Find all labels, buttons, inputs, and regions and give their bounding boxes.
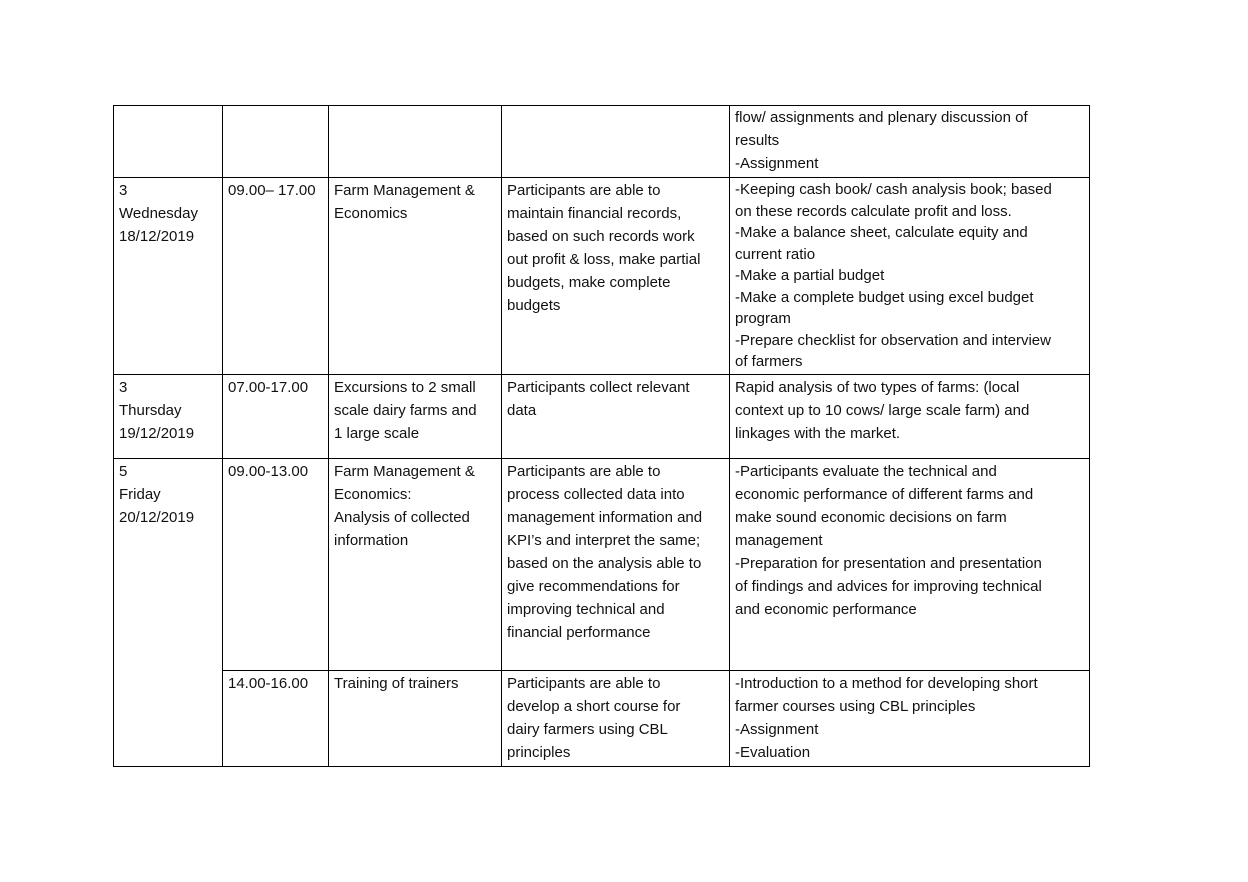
activity-line: of farmers [735, 353, 803, 370]
date: 18/12/2019 [119, 228, 195, 245]
table-row [114, 375, 1090, 459]
objective-line: Participants collect relevant [507, 379, 690, 396]
activity-line: program [735, 310, 791, 327]
schedule-table [113, 105, 1090, 767]
topic-cell [329, 178, 502, 375]
activities-cell [730, 671, 1090, 767]
activities-cell [730, 375, 1090, 459]
topic-line: Excursions to 2 small [334, 379, 476, 396]
activity-line: on these records calculate profit and loss. [735, 202, 1012, 220]
objective-line: give recommendations for [507, 578, 680, 595]
table-row [114, 106, 1090, 178]
activity-line: Rapid analysis of two types of farms: (local [735, 379, 1020, 396]
objectives-cell [502, 459, 730, 671]
day-number: 5 [119, 463, 128, 480]
topic-line: Economics [334, 205, 408, 222]
activities-cell [730, 178, 1090, 375]
objective-line: budgets [507, 297, 561, 314]
time-cell [223, 106, 329, 178]
objective-line: improving technical and [507, 601, 665, 618]
activity-line: -Participants evaluate the technical and [735, 463, 997, 480]
day-cell [114, 459, 223, 767]
objective-line: Participants are able to [507, 182, 661, 199]
objective-line: based on such records work [507, 228, 695, 245]
table-row [114, 178, 1090, 375]
objective-line: maintain financial records, [507, 205, 682, 222]
day-cell [114, 375, 223, 459]
activity-line: -Evaluation [735, 744, 811, 761]
activity-line: -Keeping cash book/ cash analysis book; based [735, 181, 1052, 198]
topic-line: information [334, 532, 409, 549]
objective-line: develop a short course for [507, 698, 681, 715]
activity-line: -Make a complete budget using excel budget [735, 288, 1034, 306]
activity-line: -Assignment [735, 721, 819, 738]
activities-cell [730, 106, 1090, 178]
objective-line: management information and [507, 509, 703, 526]
activity-line: -Prepare checklist for observation and interview [735, 331, 1051, 349]
day-number: 3 [119, 182, 128, 199]
activity-line: -Assignment [735, 155, 819, 172]
objective-line: process collected data into [507, 486, 685, 503]
objective-line: Participants are able to [507, 675, 661, 692]
topic-line: Economics: [334, 486, 412, 503]
activities-cell [730, 459, 1090, 671]
activity-line: results [735, 132, 780, 149]
topic-cell [329, 459, 502, 671]
activity-line: flow/ assignments and plenary discussion of [735, 109, 1028, 126]
activity-line: linkages with the market. [735, 425, 901, 442]
topic-line: Farm Management & [334, 463, 475, 480]
objective-line: KPI’s and interpret the same; [507, 532, 701, 549]
activity-line: current ratio [735, 245, 816, 263]
objectives-cell [502, 106, 730, 178]
time-cell: 09.00-13.00 [223, 459, 329, 671]
weekday: Thursday [119, 402, 182, 419]
weekday: Friday [119, 486, 161, 503]
activity-line: economic performance of different farms and [735, 486, 1034, 503]
activity-line: management [735, 532, 823, 549]
topic-cell [329, 671, 502, 767]
objective-line: dairy farmers using CBL [507, 721, 668, 738]
time-cell: 14.00-16.00 [223, 671, 329, 767]
topic-line: Farm Management & [334, 182, 475, 199]
weekday: Wednesday [119, 205, 198, 222]
time-cell: 09.00– 17.00 [223, 178, 329, 375]
objective-line: budgets, make complete [507, 274, 671, 291]
topic-line: scale dairy farms and [334, 402, 477, 419]
objectives-cell [502, 375, 730, 459]
objectives-cell [502, 671, 730, 767]
topic-cell [329, 375, 502, 459]
objective-line: out profit & loss, make partial [507, 251, 701, 268]
activity-line: -Preparation for presentation and presentation [735, 555, 1042, 572]
objective-line: principles [507, 744, 571, 761]
objectives-cell [502, 178, 730, 375]
activity-line: context up to 10 cows/ large scale farm) and [735, 402, 1030, 419]
activity-line: -Introduction to a method for developing short [735, 675, 1038, 692]
activity-line: -Make a partial budget [735, 267, 885, 284]
objective-line: based on the analysis able to [507, 555, 702, 572]
date: 19/12/2019 [119, 425, 195, 442]
activity-line: make sound economic decisions on farm [735, 509, 1007, 526]
topic-line: Training of trainers [334, 675, 459, 692]
time-cell: 07.00-17.00 [223, 375, 329, 459]
topic-line: 1 large scale [334, 425, 420, 442]
activity-line: farmer courses using CBL principles [735, 698, 976, 715]
table-row [114, 671, 1090, 767]
day-cell [114, 178, 223, 375]
day-cell [114, 106, 223, 178]
topic-cell [329, 106, 502, 178]
activity-line: -Make a balance sheet, calculate equity and [735, 224, 1028, 241]
day-number: 3 [119, 379, 128, 396]
date: 20/12/2019 [119, 509, 195, 526]
objective-line: Participants are able to [507, 463, 661, 480]
topic-line: Analysis of collected [334, 509, 470, 526]
objective-line: financial performance [507, 624, 651, 641]
activity-line: of findings and advices for improving technical [735, 578, 1042, 595]
activity-line: and economic performance [735, 601, 917, 618]
objective-line: data [507, 402, 537, 419]
table-row [114, 459, 1090, 671]
